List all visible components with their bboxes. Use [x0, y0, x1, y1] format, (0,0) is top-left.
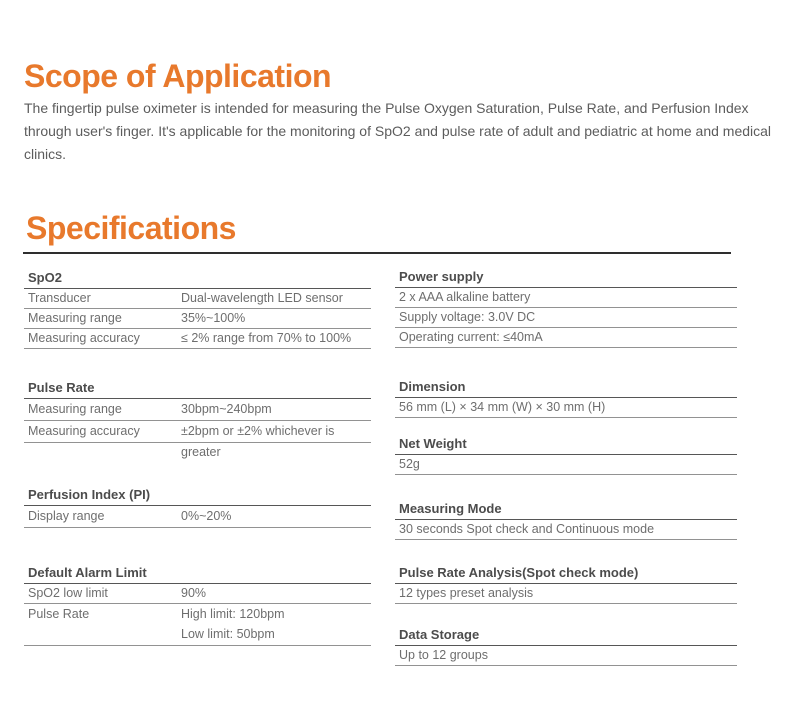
- section-header: Pulse Rate Analysis(Spot check mode): [395, 563, 737, 584]
- spec-row: [24, 289, 371, 309]
- section-header: Net Weight: [395, 434, 737, 455]
- spec-value: Dual-wavelength LED sensor: [181, 291, 343, 305]
- spec-value-line-1: High limit: 120bpm: [181, 607, 285, 621]
- spec-section-dimension: [395, 377, 737, 418]
- specifications-title: Specifications: [26, 210, 236, 246]
- spec-value: ≤ 2% range from 70% to 100%: [181, 331, 352, 345]
- section-header: Measuring Mode: [395, 499, 737, 520]
- spec-section-measuring-mode: [395, 499, 737, 540]
- spec-row: 12 types preset analysis: [395, 584, 737, 604]
- spec-section-power-supply: [395, 267, 737, 348]
- section-header: Perfusion Index (PI): [24, 485, 371, 506]
- spec-label: SpO2 low limit: [28, 586, 108, 600]
- spec-row: 2 x AAA alkaline battery: [395, 288, 737, 308]
- spec-section-perfusion-index: [24, 485, 371, 528]
- section-header: Power supply: [395, 267, 737, 288]
- spec-value: [181, 604, 371, 645]
- spec-row: 30 seconds Spot check and Continuous mode: [395, 520, 737, 540]
- spec-section-pulse-rate: [24, 378, 371, 459]
- spec-section-net-weight: [395, 434, 737, 475]
- section-header: Pulse Rate: [24, 378, 371, 399]
- spec-section-data-storage: [395, 625, 737, 666]
- specifications-divider-rule: [23, 252, 731, 254]
- spec-row: 56 mm (L) × 34 mm (W) × 30 mm (H): [395, 398, 737, 418]
- spec-section-pulse-rate-analysis: [395, 563, 737, 604]
- spec-value: 0%~20%: [181, 509, 232, 523]
- section-header: SpO2: [24, 268, 371, 289]
- spec-row: [24, 421, 371, 459]
- spec-row: [24, 604, 371, 646]
- spec-section-default-alarm-limit: [24, 563, 371, 646]
- section-header: Dimension: [395, 377, 737, 398]
- spec-row: [24, 584, 371, 604]
- spec-row: 52g: [395, 455, 737, 475]
- spec-row: [24, 309, 371, 329]
- scope-of-application-paragraph: The fingertip pulse oximeter is intended for measuring the Pulse Oxygen Saturation, Pulse Rate, and Perfusion Index through user's finger. It's applicable for the monitoring of SpO2 and pulse rate of adult and pediatric at home and medical clinics.: [24, 100, 772, 162]
- spec-value: ±2bpm or ±2% whichever is greater: [181, 424, 335, 459]
- section-header: Data Storage: [395, 625, 737, 646]
- spec-value-line-2: Low limit: 50bpm: [181, 627, 275, 641]
- spec-row: Up to 12 groups: [395, 646, 737, 666]
- spec-label: Measuring accuracy: [28, 331, 140, 345]
- spec-row: [24, 399, 371, 421]
- spec-section-spo2: [24, 268, 371, 349]
- spec-value: 30bpm~240bpm: [181, 402, 272, 416]
- scope-of-application-title: Scope of Application: [24, 58, 332, 94]
- spec-value: 35%~100%: [181, 311, 246, 325]
- spec-row: Supply voltage: 3.0V DC: [395, 308, 737, 328]
- spec-row: [24, 329, 371, 349]
- spec-value: 90%: [181, 586, 207, 600]
- spec-row: Operating current: ≤40mA: [395, 328, 737, 348]
- spec-label: Measuring range: [28, 311, 122, 325]
- spec-label: Pulse Rate: [28, 607, 90, 621]
- spec-row: [24, 506, 371, 528]
- spec-label: Measuring range: [28, 402, 122, 416]
- section-header: Default Alarm Limit: [24, 563, 371, 584]
- spec-label: Display range: [28, 509, 105, 523]
- spec-label: Transducer: [28, 291, 91, 305]
- spec-label: Measuring accuracy: [28, 424, 140, 438]
